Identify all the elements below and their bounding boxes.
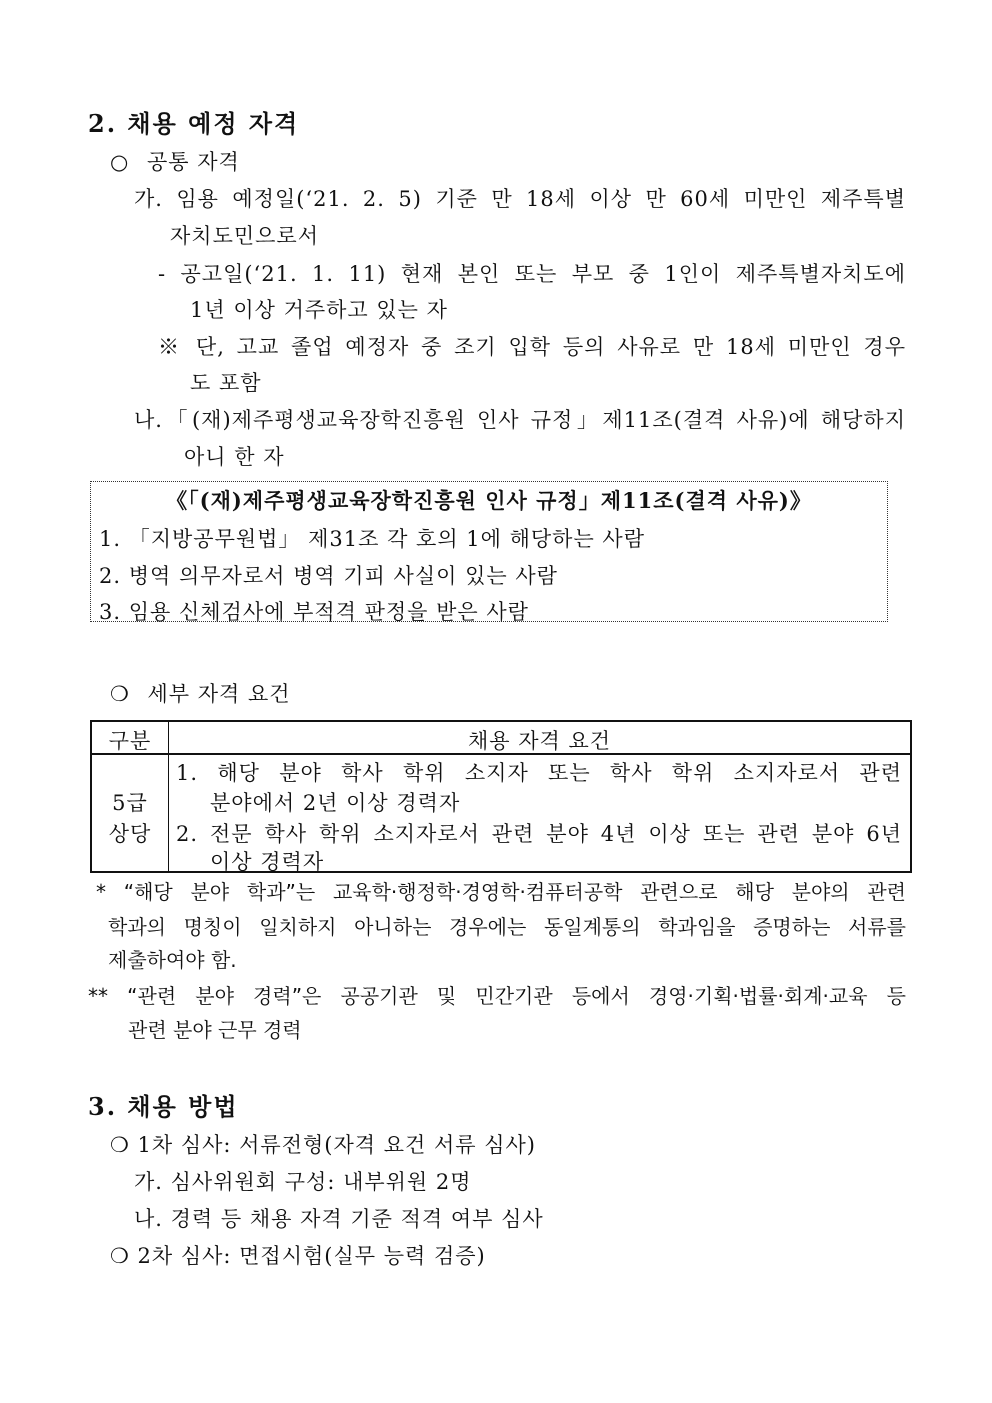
disqualification-item: 1. 「지방공무원법」 제31조 각 호의 1에 해당하는 사람 [99,527,645,551]
footnote-1-line3: 제출하여야 함. [108,948,237,972]
stage-2-review: ❍ 2차 심사: 면접시험(실무 능력 검증) [110,1244,486,1268]
item-ga-line1: 가. 임용 예정일(‘21. 2. 5) 기준 만 18세 이상 만 60세 미만인 제주특별 [134,187,906,211]
common-qualifications-title [110,146,240,176]
table-header-category: 구분 [108,729,152,753]
footnote-2-line2: 관련 분야 근무 경력 [128,1018,302,1042]
detail-title-text: 세부 자격 요건 [147,682,291,706]
table-req1-line2: 분야에서 2년 이상 경력자 [210,791,461,815]
detail-requirements-title [110,678,291,708]
section-3-heading: 3. 채용 방법 [88,1092,239,1121]
disqualification-item: 3. 임용 신체검사에 부적격 판정을 받은 사람 [99,600,529,624]
footnote-2-line1: ** “관련 분야 경력”은 공공기관 및 민간기관 등에서 경영·기획·법률·회계·교육 등 [88,984,906,1008]
item-ga-line2: 자치도민으로서 [170,224,320,248]
table-req2-line2: 이상 경력자 [210,850,325,874]
section-2-heading: 2. 채용 예정 자격 [88,109,300,138]
disqualification-box-title: 《「(재)제주평생교육장학진흥원 인사 규정」제11조(결격 사유)》 [166,488,812,513]
table-header-requirements: 채용 자격 요건 [467,729,612,753]
table-req2-line1: 2. 전문 학사 학위 소지자로서 관련 분야 4년 이상 또는 관련 분야 6년 [176,822,902,846]
disqualification-item: 2. 병역 의무자로서 병역 기피 사실이 있는 사람 [99,564,558,588]
table-grade-line2: 상당 [108,822,152,846]
table-grade-line1: 5급 [112,791,148,815]
footnote-1-line2: 학과의 명칭이 일치하지 아니하는 경우에는 동일계통의 학과임을 증명하는 서류를 [108,915,906,939]
requirements-table [90,720,912,873]
stage-1-item-ga: 가. 심사위원회 구성: 내부위원 2명 [134,1170,472,1194]
dash-line1: - 공고일(‘21. 1. 11) 현재 본인 또는 부모 중 1인이 제주특별자치도에 [158,262,906,286]
bullet-circle: ❍ [110,682,130,706]
common-title-text: 공통 자격 [147,150,240,174]
dash-line2: 1년 이상 거주하고 있는 자 [190,298,448,322]
table-req1-line1: 1. 해당 분야 학사 학위 소지자 또는 학사 학위 소지자로서 관련 [176,761,902,785]
item-na-line2: 아니 한 자 [184,445,285,469]
bullet-circle: ○ [110,150,130,174]
stage-1-review: ❍ 1차 심사: 서류전형(자격 요건 서류 심사) [110,1133,536,1157]
note-line1: ※ 단, 고교 졸업 예정자 중 조기 입학 등의 사유로 만 18세 미만인 경우 [158,335,906,359]
footnote-1-line1: * “해당 분야 학과”는 교육학·행정학·경영학·컴퓨터공학 관련으로 해당 분야의 관련 [96,880,906,904]
note-line2: 도 포함 [190,371,262,395]
disqualification-box [90,481,888,622]
item-na-line1: 나.「(재)제주평생교육장학진흥원 인사 규정」제11조(결격 사유)에 해당하지 [134,408,906,432]
stage-1-item-na: 나. 경력 등 채용 자격 기준 적격 여부 심사 [134,1207,544,1231]
